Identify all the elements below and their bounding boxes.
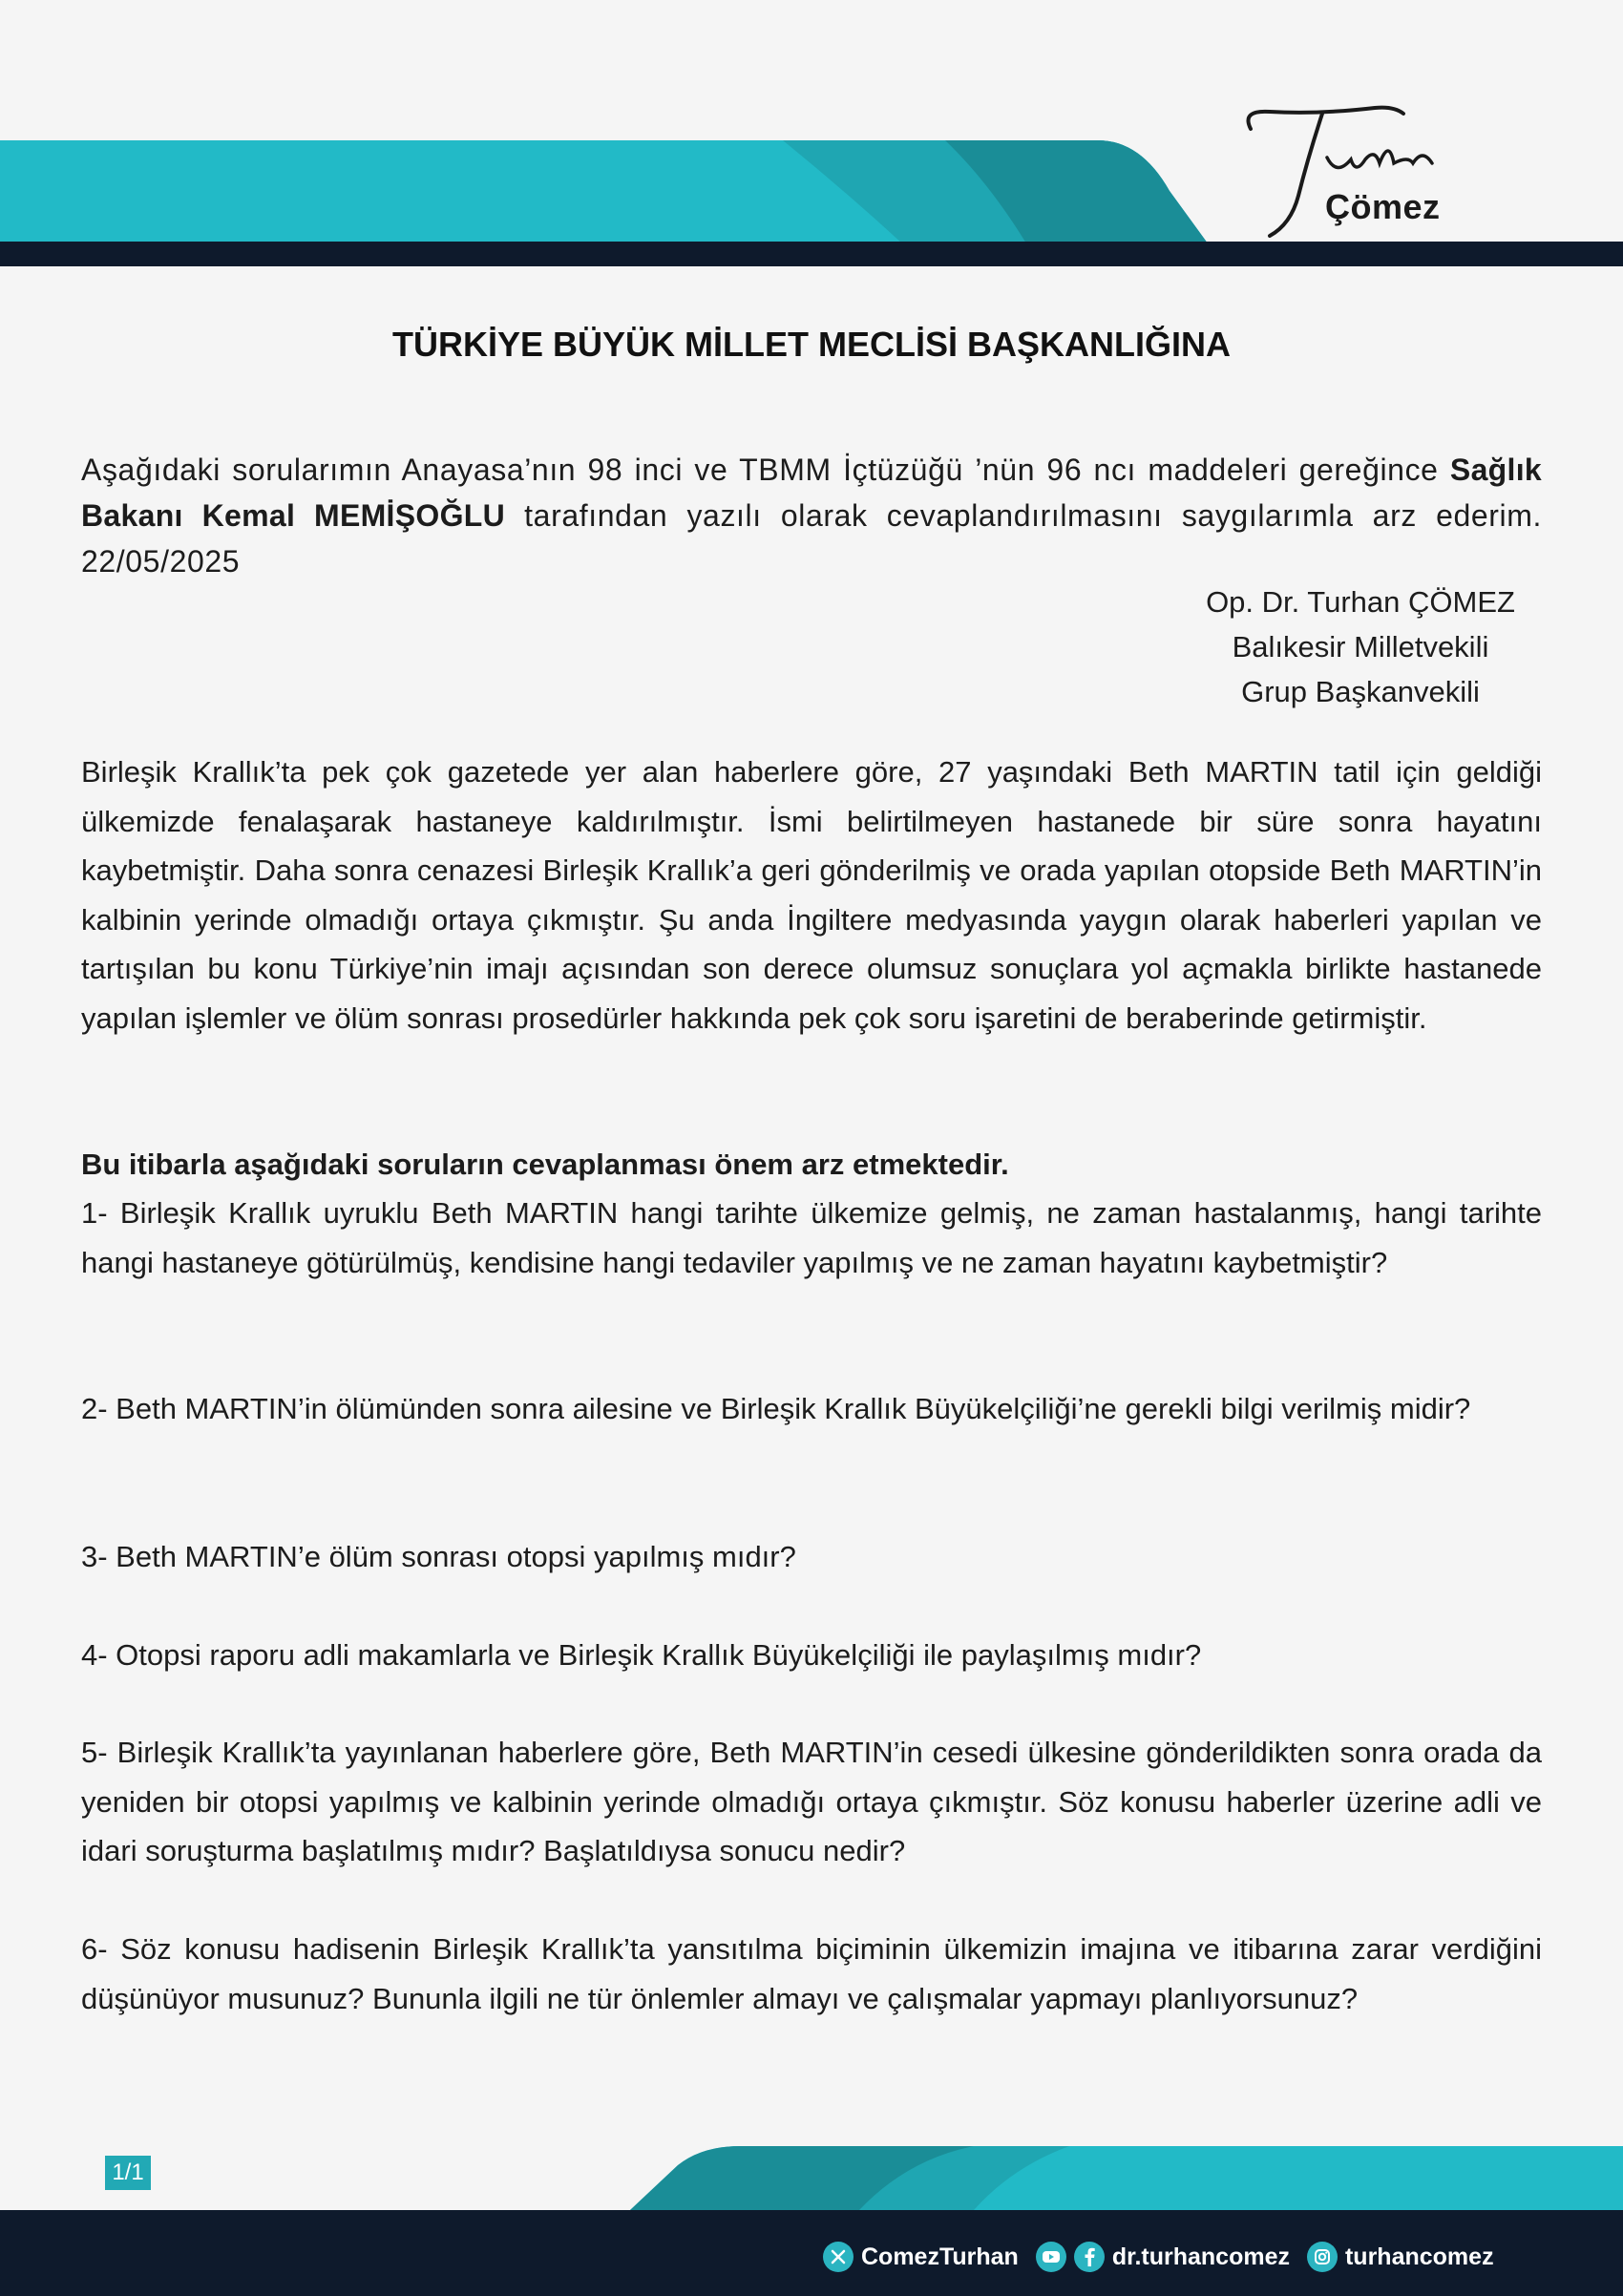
page-number-badge: 1/1	[105, 2156, 151, 2190]
question-item: 6- Söz konusu hadisenin Birleşik Krallık’ta yansıtılma biçiminin ülkemizin imajına ve itibarına zarar verdiğini düşünüyor musunuz? Bununla ilgili ne tür önlemler almayı ve çalışmalar yapmayı planlıyorsunuz?	[81, 1932, 1542, 2015]
question-item: 1- Birleşik Krallık uyruklu Beth MARTIN hangi tarihte ülkemize gelmiş, ne zaman hastalanmış, hangi tarihte hangi hastaneye götürülmüş, kendisine hangi tedaviler yapılmış ve ne zaman hayatını kaybetmiştir?	[81, 1196, 1542, 1279]
facebook-handle[interactable]: dr.turhancomez	[1111, 2243, 1290, 2270]
background-paragraph: Birleşik Krallık’ta pek çok gazetede yer alan haberlere göre, 27 yaşındaki Beth MARTIN tatil için geldiği ülkemizde fenalaşarak hastaneye kaldırılmıştır. İsmi belirtilmeyen hastanede bir süre sonra hayatını kaybetmiştir. Daha sonra cenazesi Birleşik Krallık’a geri gönderilmiş ve orada yapılan otopside Beth MARTIN’in kalbinin yerinde olmadığı ortaya çıkmıştır. Şu anda İngiltere medyasında yaygın olarak haberleri yapılan ve tartışılan bu konu Türkiye’nin imajı açısından son derece olumsuz sonuçlara yol açmakla birlikte hastanede yapılan işlemler ve ölüm sonrası prosedürler hakkında pek çok soru işaretini de beraberinde getirmiştir.	[81, 755, 1542, 1035]
x-icon[interactable]	[823, 2242, 854, 2272]
x-handle[interactable]: ComezTurhan	[861, 2243, 1019, 2270]
youtube-icon[interactable]	[1036, 2242, 1066, 2272]
question-item: 5- Birleşik Krallık’ta yayınlanan haberlere göre, Beth MARTIN’in cesedi ülkesine gönderildikten sonra orada da yeniden bir otopsi yapılmış ve kalbinin yerinde olmadığı ortaya çıkmıştır. Söz konusu haberler üzerine adli ve idari soruşturma başlatılmış mıdır? Başlatıldıysa sonucu nedir?	[81, 1736, 1542, 1867]
signature-name: Op. Dr. Turhan ÇÖMEZ	[1206, 585, 1515, 619]
intro-text: Aşağıdaki sorularımın Anayasa’nın 98 inci ve TBMM İçtüzüğü ’nün 96 ncı maddeleri gereğince	[81, 453, 1450, 487]
signature-role: Grup Başkanvekili	[1241, 675, 1480, 708]
instagram-icon[interactable]	[1307, 2242, 1338, 2272]
signature-block	[1146, 579, 1575, 714]
logo-name: Çömez	[1325, 187, 1441, 226]
signature-role: Balıkesir Milletvekili	[1232, 630, 1489, 664]
facebook-icon[interactable]	[1074, 2242, 1105, 2272]
document-title: TÜRKİYE BÜYÜK MİLLET MECLİSİ BAŞKANLIĞINA	[392, 325, 1231, 364]
question-item: 4- Otopsi raporu adli makamlarla ve Birleşik Krallık Büyükelçiliği ile paylaşılmış mıdır?	[81, 1638, 1202, 1672]
intro-text-end: tarafından yazılı olarak cevaplandırılmasını saygılarımla arz ederim. 22/05/2025	[81, 498, 1542, 579]
minister-name: Sağlık Bakanı Kemal MEMİŞOĞLU	[81, 453, 1542, 533]
social-links	[823, 2236, 1504, 2278]
questions-heading: Bu itibarla aşağıdaki soruların cevaplanması önem arz etmektedir.	[81, 1148, 1009, 1181]
question-item: 3- Beth MARTIN’e ölüm sonrası otopsi yapılmış mıdır?	[81, 1540, 796, 1573]
question-item: 2- Beth MARTIN’in ölümünden sonra ailesine ve Birleşik Krallık Büyükelçiliği’ne gerekli bilgi verilmiş midir?	[81, 1392, 1471, 1425]
instagram-handle[interactable]: turhancomez	[1344, 2243, 1494, 2270]
intro-paragraph	[81, 447, 1542, 584]
